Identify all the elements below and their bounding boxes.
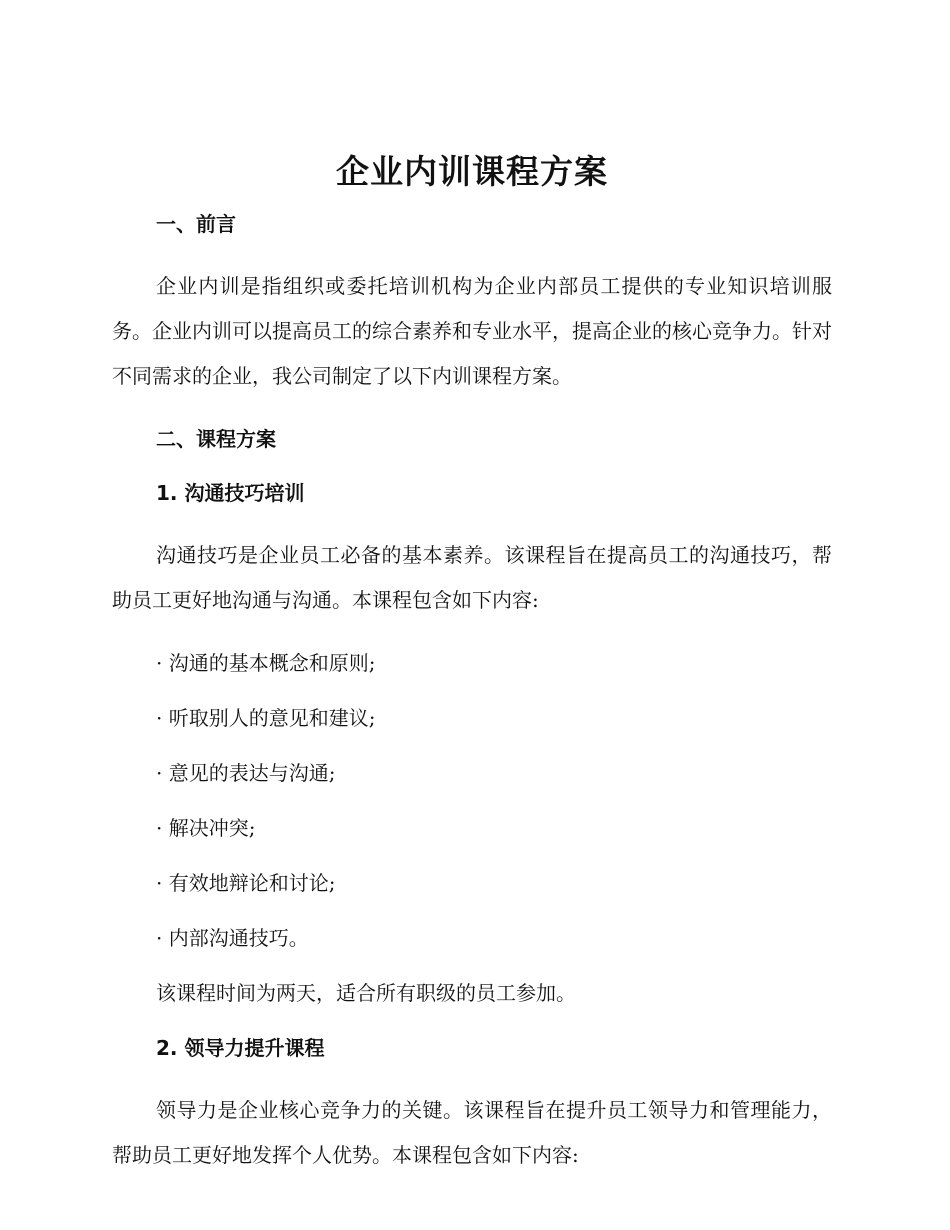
course-heading-communication: 1. 沟通技巧培训: [156, 481, 305, 505]
leadership-intro: 领导力是企业核心竞争力的关键。该课程旨在提升员工领导力和管理能力，帮助员工更好地发挥个人优势。本课程包含如下内容:: [112, 1098, 832, 1167]
list-item: · 意见的表达与沟通;: [156, 761, 336, 785]
preface-paragraph: 企业内训是指组织或委托培训机构为企业内部员工提供的专业知识培训服务。企业内训可以提高员工的综合素养和专业水平，提高企业的核心竞争力。针对不同需求的企业，我公司制定了以下内训课程方案。: [112, 274, 832, 388]
course-heading-leadership: 2. 领导力提升课程: [156, 1036, 325, 1060]
communication-note: 该课程时间为两天，适合所有职级的员工参加。: [156, 981, 576, 1005]
communication-intro: 沟通技巧是企业员工必备的基本素养。该课程旨在提高员工的沟通技巧，帮助员工更好地沟通与沟通。本课程包含如下内容:: [112, 543, 832, 612]
document-page: [112, 140, 832, 1178]
list-item: · 内部沟通技巧。: [156, 926, 309, 950]
list-item: · 听取别人的意见和建议;: [156, 706, 376, 730]
document-title: 企业内训课程方案: [336, 152, 608, 191]
section-heading-preface: 一、前言: [156, 212, 236, 236]
list-item: · 有效地辩论和讨论;: [156, 871, 336, 895]
section-heading-course-plan: 二、课程方案: [156, 427, 276, 451]
list-item: · 沟通的基本概念和原则;: [156, 651, 376, 675]
list-item: · 解决冲突;: [156, 816, 256, 840]
